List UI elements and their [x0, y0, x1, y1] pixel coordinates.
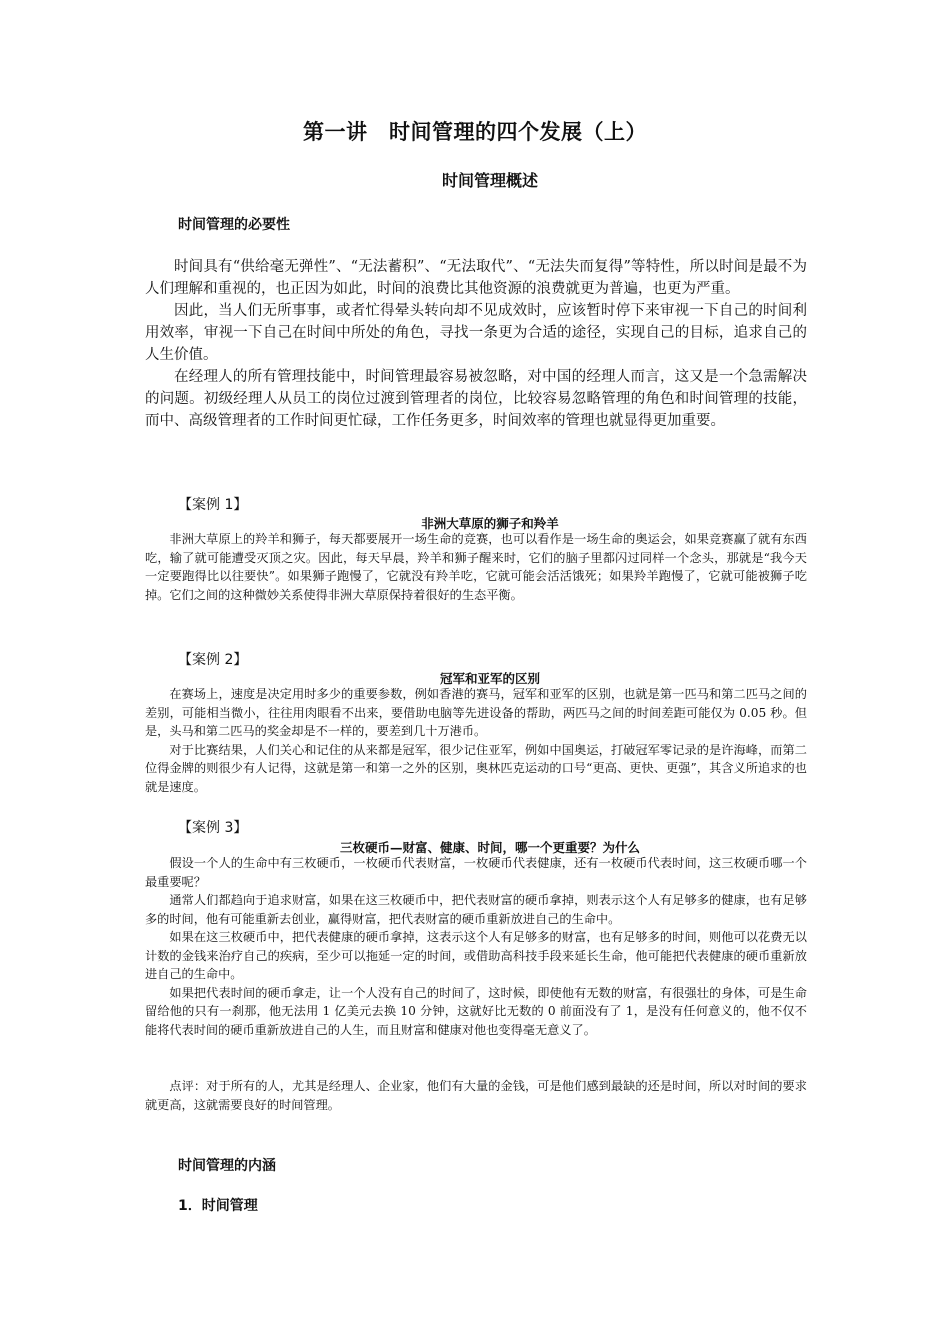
case-title: 非洲大草原的狮子和羚羊 — [421, 516, 559, 531]
page-title: 第一讲 时间管理的四个发展（上） — [303, 120, 647, 144]
subsection-heading: 1．时间管理 — [178, 1198, 258, 1214]
case-label: 【案例 1】 — [178, 497, 248, 513]
paragraph: 假设一个人的生命中有三枚硬币，一枚硬币代表财富，一枚硬币代表健康，还有一枚硬币代表时间，这三枚硬币哪一个最重要呢？ — [145, 856, 807, 889]
paragraph: 在经理人的所有管理技能中，时间管理最容易被忽略，对中国的经理人而言，这又是一个急需解决的问题。初级经理人从员工的岗位过渡到管理者的岗位，比较容易忽略管理的角色和时间管理的技能，而中、高级管理者的工作时间更忙碌，工作任务更多，时间效率的管理也就显得更加重要。 — [145, 369, 807, 429]
case-body — [145, 685, 807, 796]
paragraph: 在赛场上，速度是决定用时多少的重要参数，例如香港的赛马，冠军和亚军的区别，也就是第一匹马和第二匹马之间的差别，可能相当微小，往往用肉眼看不出来，要借助电脑等先进设备的帮助，两匹马之间的时间差距可能仅为 0.05 秒。但是，头马和第二匹马的奖金却是不一样的，要差到几十万港币。 — [145, 687, 807, 738]
paragraph: 通常人们都趋向于追求财富，如果在这三枚硬币中，把代表财富的硬币拿掉，则表示这个人有足够多的健康，也有足够多的时间，他有可能重新去创业，赢得财富，把代表财富的硬币重新放进自己的生命中。 — [145, 893, 807, 926]
case-label: 【案例 3】 — [178, 820, 248, 836]
page-subtitle: 时间管理概述 — [441, 171, 538, 190]
paragraph: 点评：对于所有的人，尤其是经理人、企业家，他们有大量的金钱，可是他们感到最缺的还是时间，所以对时间的要求就更高，这就需要良好的时间管理。 — [145, 1079, 807, 1112]
case-body — [145, 530, 807, 604]
case-title: 冠军和亚军的区别 — [439, 671, 540, 686]
section-heading-necessity: 时间管理的必要性 — [178, 217, 290, 233]
paragraph: 对于比赛结果，人们关心和记住的从来都是冠军，很少记住亚军，例如中国奥运，打破冠军零记录的是许海峰，而第二位得金牌的则很少有人记得，这就是第一和第一之外的区别，奥林匹克运动的口号“更高、更快、更强”，其含义所追求的也就是速度。 — [145, 742, 807, 794]
case-body — [145, 854, 807, 1039]
case-label: 【案例 2】 — [178, 652, 248, 668]
case-title: 三枚硬币—财富、健康、时间，哪一个更重要？为什么 — [339, 840, 640, 855]
section-body-necessity — [145, 256, 807, 432]
paragraph: 非洲大草原上的羚羊和狮子，每天都要展开一场生命的竞赛，也可以看作是一场生命的奥运会，如果竞赛赢了就有东西吃，输了就可能遭受灭顶之灾。因此，每天早晨，羚羊和狮子醒来时，它们的脑子里都闪过同样一个念头，那就是“我今天一定要跑得比以往要快”。如果狮子跑慢了，它就没有羚羊吃，它就可能会活活饿死；如果羚羊跑慢了，它就可能被狮子吃掉。它们之间的这种微妙关系使得非洲大草原保持着很好的生态平衡。 — [145, 532, 807, 602]
paragraph: 因此，当人们无所事事，或者忙得晕头转向却不见成效时，应该暂时停下来审视一下自己的时间利用效率，审视一下自己在时间中所处的角色，寻找一条更为合适的途径，实现自己的目标，追求自己的人生价值。 — [145, 303, 807, 363]
paragraph: 如果在这三枚硬币中，把代表健康的硬币拿掉，这表示这个人有足够多的财富，也有足够多的时间，则他可以花费无以计数的金钱来治疗自己的疾病，至少可以拖延一定的时间，或借助高科技手段来延长生命，他可能把代表健康的硬币重新放进自己的生命中。 — [145, 930, 807, 981]
case-comment — [145, 1077, 807, 1114]
paragraph: 如果把代表时间的硬币拿走，让一个人没有自己的时间了，这时候，即使他有无数的财富，有很强壮的身体，可是生命留给他的只有一刹那，他无法用 1 亿美元去换 10 分钟，这就好比无数的 0 前面没有了 1，是没有任何意义的，他不仅不能将代表时间的硬币重新放进自己的人生，而且财富和健康对他也变得毫无意义了。 — [145, 985, 807, 1037]
section-heading-connotation: 时间管理的内涵 — [178, 1158, 276, 1174]
paragraph: 时间具有“供给毫无弹性”、“无法蓄积”、“无法取代”、“无法失而复得”等特性，所以时间是最不为人们理解和重视的，也正因为如此，时间的浪费比其他资源的浪费就更为普遍，也更为严重。 — [145, 259, 807, 297]
